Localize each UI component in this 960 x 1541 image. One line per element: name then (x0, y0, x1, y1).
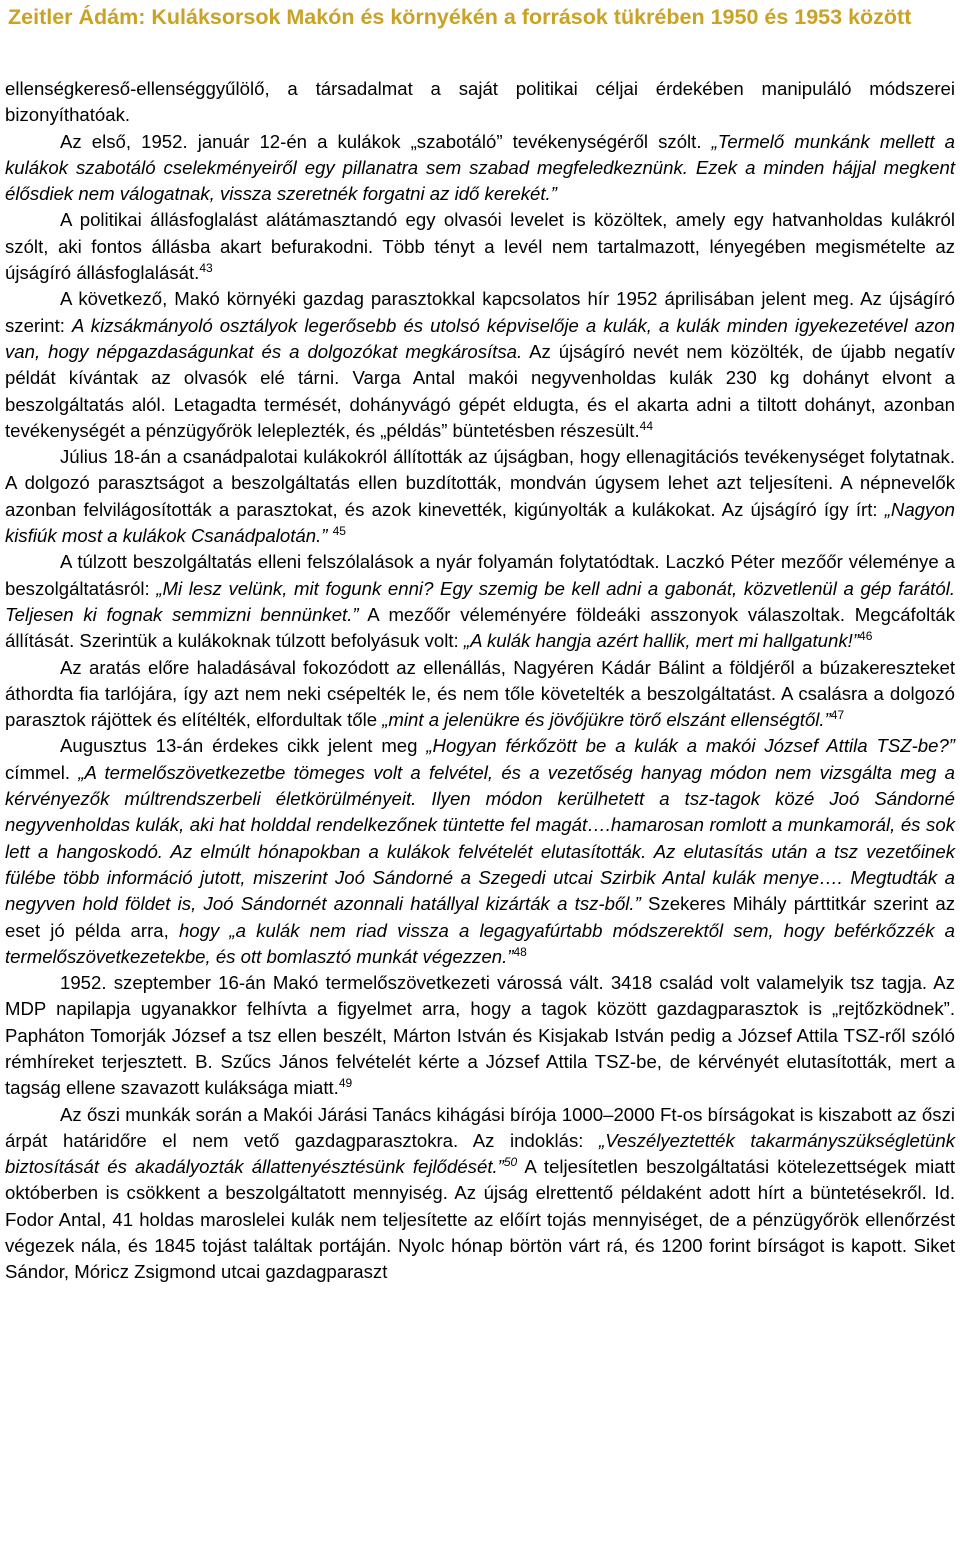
paragraph (5, 129, 955, 208)
quoted-text: „Termelő munkánk mellett a kulákok szabotáló cselekményeiről egy pillanatra sem szabad megfeledkeznünk. Ezek a minden hájjal megkent élősdiek nem válogatnak, vissza szeretnék forgatni az idő kerekét.” (5, 130, 955, 205)
quoted-text: „A kulák hangja azért hallik, mert mi hallgatunk!” (463, 630, 860, 652)
text-run: A politikai állásfoglalást alátámasztandó egy olvasói levelet is közöltek, amely egy hatvanholdas kulákról szólt, aki fontos állásba akart befurakodni. Több tényt a levél nem tartalmazott, lényegében megismételte az újságíró állásfoglalását. (5, 209, 955, 284)
footnote-ref: 49 (338, 1076, 353, 1091)
text-run: Augusztus 13-án érdekes cikk jelent meg (60, 735, 427, 757)
paragraph (5, 76, 955, 129)
paragraph (5, 286, 955, 444)
footnote-ref: 48 (513, 944, 527, 959)
footnote-ref: 47 (830, 708, 845, 723)
quoted-text: „Veszélyeztették takarmányszükségletünk biztosítását és akadályozták állattenyésztésünk fejlődését.” (5, 1129, 955, 1178)
quoted-text: „Mi lesz velünk, mit fogunk enni? Egy szemig be kell adni a gabonát, közvetlenül a gép farától. Teljesen ki fognak semmizni bennünket.” (5, 577, 955, 625)
text-run: címmel. (5, 761, 79, 783)
footnote-ref: 43 (199, 261, 213, 276)
quoted-text: „mint a jelenükre és jövőjükre törő elszánt ellenségtől.” (382, 709, 831, 731)
text-run: Az őszi munkák során a Makói Járási Tanács kihágási bírója 1000–2000 Ft-os bírságokat is kiszabott az őszi árpát határidőre el nem vető gazdagparasztokra. Az indoklás: (5, 1103, 955, 1151)
footnote-ref: 45 (332, 524, 346, 539)
quoted-text: „Nagyon kisfiúk most a kulákok Csanádpalotán.” (5, 498, 955, 547)
paragraph (5, 549, 955, 654)
quoted-text: A kizsákmányoló osztályok legerősebb és utolsó képviselője a kulák, a kulák minden igyekezetével azon van, hogy népgazdaságunkat és a dolgozókat megkárosítsa. (5, 314, 955, 362)
text-run: ellenségkereső-ellenséggyűlölő, a társadalmat a saját politikai céljai érdekében manipuláló módszerei bizonyíthatóak. (5, 78, 955, 126)
quoted-text: „Hogyan férkőzött be a kulák a makói József Attila TSZ-be?” (426, 735, 955, 757)
paragraph (5, 733, 955, 970)
footnote-ref: 46 (859, 629, 873, 644)
text-run: Az aratás előre haladásával fokozódott az ellenállás, Nagyéren Kádár Bálint a földjéről a búzakereszteket áthordta fia tarlójára, így azt nem neki csépelték le, és nem tőle követelték a beszolgáltatást. A csalásra a dolgozó parasztok rájöttek és elítélték, elfordultak tőle (5, 656, 955, 731)
text-run: A mezőőr véleményére földeáki asszonyok válaszoltak. Megcáfolták állítását. Szerintük a kulákoknak túlzott befolyásuk volt: (5, 603, 955, 652)
paragraph (5, 655, 955, 734)
paragraph (5, 444, 955, 549)
text-run: Július 18-án a csanádpalotai kulákokról állították az újságban, hogy ellenagitációs tevékenységet folytatnak. A dolgozó parasztságot a beszolgáltatás ellen buzdították, mondván úgysem lehet azt teljesíteni. A népnevelők azonban felvilágosították a parasztokat, és azok kinevették, kigúnyolták a kulákokat. Az újságíró így írt: (5, 446, 955, 520)
paragraph (5, 1102, 955, 1286)
text-run: A teljesítetlen beszolgáltatási kötelezettségek miatt októberben is csökkent a beszolgáltatott mennyiség. Az újság elrettentő példaként adott hírt a büntetésekről. Id. Fodor Antal, 41 holdas maroslelei kulák nem teljesítette az előírt tojás mennyiséget, de a pénzügyőrök ellenőrzést végezek nála, és 1845 tojást találtak portáján. Nyolc hónap börtön várt rá, és 1200 forint bírságot is kapott. Siket Sándor, Móricz Zsigmond utcai gazdagparaszt (5, 1156, 955, 1283)
quoted-text: hogy „a kulák nem riad vissza a legagyafúrtabb módszerektől sem, hogy beférkőzzék a termelőszövetkezetekbe, és ott bomlasztó munkát végezzen.” (5, 919, 955, 967)
document-body (5, 76, 955, 1286)
paragraph (5, 207, 955, 286)
footnote-ref: 50 (503, 1155, 518, 1170)
page-header-title: Zeitler Ádám: Kuláksorsok Makón és környékén a források tükrében 1950 és 1953 között (8, 5, 912, 29)
text-run: 1952. szeptember 16-án Makó termelőszövetkezeti várossá vált. 3418 család volt valamelyik tsz tagja. Az MDP napilapja ugyanakkor felhívta a figyelmet arra, hogy a tagok között gazdagparasztok is „rejtőzködnek”. Papháton Tomorják József a tsz ellen beszélt, Márton István és Kisjakab István pedig a József Attila TSZ-ről szóló rémhíreket terjesztett. B. Szűcs János felvételét kérte a József Attila TSZ-be, de kérvényét elutasították, mert a tagság ellene szavazott kuláksága miatt. (5, 972, 955, 1099)
text-run: Az újságíró nevét nem közölték, de újabb negatív példát kívántak az olvasók elé tárni. Varga Antal makói negyvenholdas kulák 230 kg dohányt elvont a beszolgáltatás alól. Letagadta termését, dohányvágó gépét eldugta, és el akarta adni a tiltott dohányt, azonban tevékenységét a pénzügyőrök leleplezték, és „példás” büntetésben részesült. (5, 340, 955, 441)
paragraph (5, 970, 955, 1101)
text-run: A túlzott beszolgáltatás elleni felszólalások a nyár folyamán folytatódtak. Laczkó Péter mezőőr véleménye a beszolgáltatásról: (5, 551, 955, 599)
footnote-ref: 44 (639, 418, 653, 433)
quoted-text: „A termelőszövetkezetbe tömeges volt a felvétel, és a vezetőség hanyag módon nem vizsgálta meg a kérvényezők múltrendszerbeli életkörülményeit. Ilyen módon kerülhetett a tsz-tagok közé Joó Sándorné negyvenholdas kulák, aki hat holddal rendelkezőnek tüntette fel magát….hamarosan romlott a munkamorál, és sok lett a hangoskodó. Az elmúlt hónapokban a kulákok felvételét elutasították. Az elutasítás után a tsz vezetőinek fülébe több információ jutott, miszerint Joó Sándorné a Szegedi utcai Szirbik Antal kulák menye…. Megtudták a negyven hold földet is, Joó Sándornét azonnali hatállyal kizárták a tsz-ből.” (5, 761, 955, 915)
text-run: Az első, 1952. január 12-én a kulákok „szabotáló” tevékenységéről szólt. (60, 130, 712, 152)
text-run: Szekeres Mihály párttitkár szerint az eset jó példa arra, (5, 893, 955, 941)
text-run: A következő, Makó környéki gazdag parasztokkal kapcsolatos hír 1952 áprilisában jelent meg. Az újságíró szerint: (5, 288, 955, 336)
